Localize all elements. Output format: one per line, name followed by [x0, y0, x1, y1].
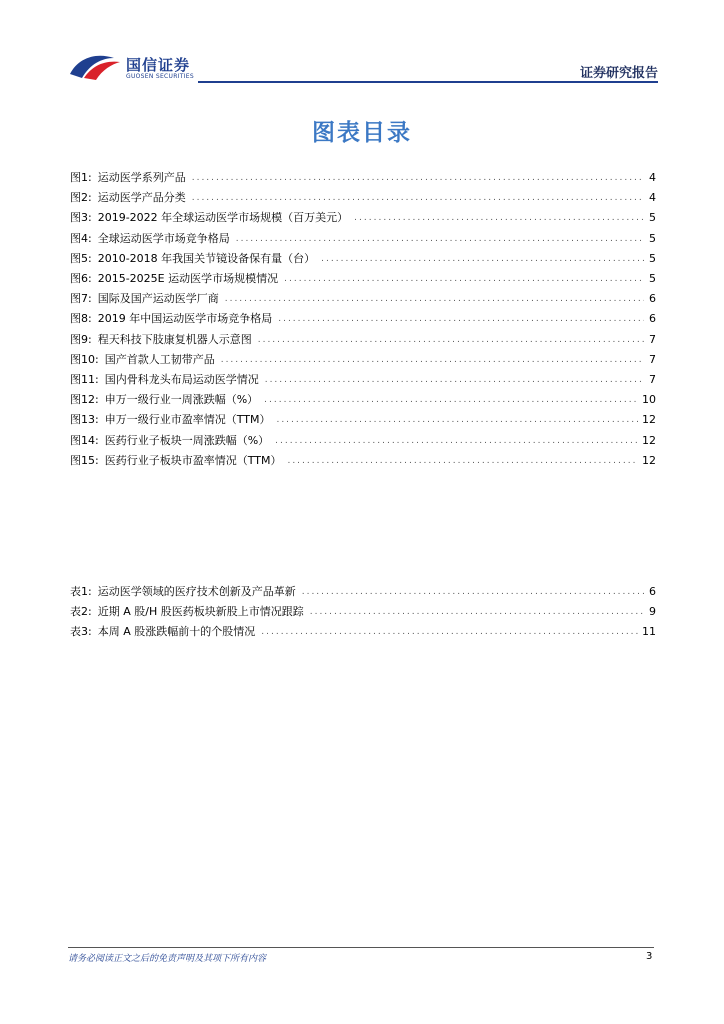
- guosen-logo: [68, 48, 208, 84]
- toc-entry-title: 国际及国产运动医学厂商: [97, 292, 219, 306]
- toc-entry-page: 12: [642, 413, 656, 427]
- toc-entry-page: 7: [649, 352, 656, 366]
- toc-leader-dots: [310, 602, 644, 622]
- toc-entry[interactable]: [70, 188, 656, 208]
- toc-entry-page: 10: [642, 393, 656, 407]
- toc-entry-label: 图4:: [70, 231, 92, 245]
- toc-leader-dots: [261, 622, 638, 642]
- toc-entry-label: 图7:: [70, 292, 92, 306]
- toc-entry-title: 申万一级行业一周涨跌幅（%）: [104, 393, 259, 407]
- toc-leader-dots: [192, 188, 644, 208]
- toc-entry-title: 2010-2018 年我国关节镜设备保有量（台）: [97, 251, 316, 265]
- toc-entry-page: 6: [649, 312, 656, 326]
- page-header: [68, 48, 658, 88]
- toc-leader-dots: [284, 269, 644, 289]
- toc-entry-page: 7: [649, 372, 656, 386]
- toc-entry[interactable]: [70, 430, 656, 450]
- toc-entry-page: 9: [649, 605, 656, 619]
- toc-leader-dots: [321, 249, 644, 269]
- toc-entry-page: 5: [649, 231, 656, 245]
- toc-entry-title: 运动医学产品分类: [97, 191, 186, 205]
- header-divider: [198, 81, 658, 83]
- toc-entry-title: 程天科技下肢康复机器人示意图: [97, 332, 252, 346]
- toc-entry-label: 图15:: [70, 453, 99, 467]
- toc-entry-label: 图14:: [70, 433, 99, 447]
- toc-entry-label: 表3:: [70, 625, 92, 639]
- toc-entry-page: 5: [649, 211, 656, 225]
- toc-entry-title: 国内骨科龙头布局运动医学情况: [104, 372, 259, 386]
- toc-entry-label: 图10:: [70, 352, 99, 366]
- toc-leader-dots: [221, 350, 644, 370]
- toc-entry-title: 近期 A 股/H 股医药板块新股上市情况跟踪: [97, 605, 304, 619]
- toc-entry[interactable]: [70, 582, 656, 602]
- toc-entry-title: 2015-2025E 运动医学市场规模情况: [97, 272, 279, 286]
- toc-leader-dots: [276, 410, 638, 430]
- toc-entry[interactable]: [70, 370, 656, 390]
- toc-entry[interactable]: [70, 168, 656, 188]
- toc-entry[interactable]: [70, 451, 656, 471]
- toc-entry-title: 本周 A 股涨跌幅前十的个股情况: [97, 625, 256, 639]
- toc-entry-label: 图12:: [70, 393, 99, 407]
- toc-entry-page: 7: [649, 332, 656, 346]
- toc-leader-dots: [287, 451, 638, 471]
- table-toc-list: [70, 582, 656, 643]
- toc-leader-dots: [354, 208, 644, 228]
- toc-entry-label: 图13:: [70, 413, 99, 427]
- toc-entry-title: 医药行业子板块市盈率情况（TTM）: [104, 453, 282, 467]
- toc-entry-label: 图8:: [70, 312, 92, 326]
- toc-entry-label: 图3:: [70, 211, 92, 225]
- toc-leader-dots: [275, 431, 638, 451]
- toc-entry[interactable]: [70, 622, 656, 642]
- toc-entry-page: 4: [649, 191, 656, 205]
- toc-entry-page: 4: [649, 171, 656, 185]
- toc-entry-page: 11: [642, 625, 656, 639]
- toc-entry-page: 5: [649, 251, 656, 265]
- page-number: 3: [646, 951, 653, 962]
- toc-entry-label: 图1:: [70, 171, 92, 185]
- toc-entry-title: 2019-2022 年全球运动医学市场规模（百万美元）: [97, 211, 349, 225]
- toc-leader-dots: [264, 390, 638, 410]
- toc-entry-title: 申万一级行业市盈率情况（TTM）: [104, 413, 271, 427]
- report-type-label: 证券研究报告: [579, 66, 658, 81]
- toc-entry[interactable]: [70, 309, 656, 329]
- toc-entry-title: 医药行业子板块一周涨跌幅（%）: [104, 433, 270, 447]
- toc-entry[interactable]: [70, 330, 656, 350]
- toc-entry-label: 图11:: [70, 372, 99, 386]
- toc-entry[interactable]: [70, 269, 656, 289]
- toc-entry[interactable]: [70, 249, 656, 269]
- toc-leader-dots: [236, 229, 644, 249]
- toc-leader-dots: [278, 309, 644, 329]
- toc-entry-label: 图2:: [70, 191, 92, 205]
- toc-leader-dots: [192, 168, 644, 188]
- toc-entry-label: 图5:: [70, 251, 92, 265]
- guosen-logo-icon: [68, 52, 122, 82]
- toc-entry[interactable]: [70, 229, 656, 249]
- toc-leader-dots: [302, 582, 644, 602]
- toc-entry-label: 图6:: [70, 272, 92, 286]
- toc-entry-label: 图9:: [70, 332, 92, 346]
- toc-entry[interactable]: [70, 410, 656, 430]
- toc-leader-dots: [225, 289, 644, 309]
- logo-chinese-name: 国信证券: [126, 56, 191, 74]
- footer-disclaimer: 请务必阅读正文之后的免责声明及其项下所有内容: [68, 954, 267, 964]
- toc-leader-dots: [258, 330, 644, 350]
- toc-entry-title: 运动医学领域的医疗技术创新及产品革新: [97, 585, 296, 599]
- toc-entry-page: 6: [649, 292, 656, 306]
- toc-entry-title: 2019 年中国运动医学市场竞争格局: [97, 312, 273, 326]
- toc-entry-title: 国产首款人工韧带产品: [104, 352, 215, 366]
- toc-entry[interactable]: [70, 602, 656, 622]
- toc-entry-page: 12: [642, 453, 656, 467]
- toc-entry[interactable]: [70, 350, 656, 370]
- toc-entry-title: 全球运动医学市场竞争格局: [97, 231, 230, 245]
- toc-leader-dots: [265, 370, 644, 390]
- logo-english-name: GUOSEN SECURITIES: [126, 73, 195, 80]
- toc-entry[interactable]: [70, 390, 656, 410]
- toc-entry-page: 12: [642, 433, 656, 447]
- toc-entry-label: 表2:: [70, 605, 92, 619]
- toc-entry[interactable]: [70, 289, 656, 309]
- figure-toc-list: [70, 168, 656, 471]
- toc-entry[interactable]: [70, 208, 656, 228]
- toc-entry-label: 表1:: [70, 585, 92, 599]
- toc-entry-page: 6: [649, 585, 656, 599]
- page-title: 图表目录: [312, 120, 412, 146]
- toc-entry-page: 5: [649, 272, 656, 286]
- footer-divider: [68, 947, 654, 948]
- toc-entry-title: 运动医学系列产品: [97, 171, 186, 185]
